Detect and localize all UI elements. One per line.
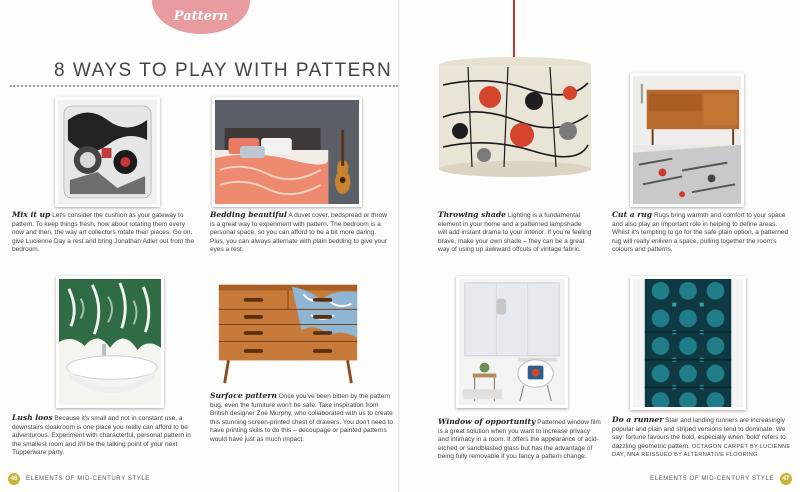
dotted-divider (10, 85, 398, 87)
rug-photo (630, 73, 744, 207)
page-number: 47 (780, 473, 792, 485)
section-badge-label: Pattern (173, 9, 229, 24)
caption-surface-pattern (210, 392, 396, 445)
book-title: ELEMENTS OF MID-CENTURY STYLE (650, 476, 774, 482)
caption-mix-it-up (12, 211, 198, 255)
caption-text: Stair and landing runners are increasingly popular and plain and striped versions tend to dominate. We say: fortune favours the bold, especially when 'bold' refers to dazzling geometric pattern. (612, 417, 786, 450)
caption-bedding-beautiful (210, 211, 392, 255)
lampshade-photo (438, 55, 592, 179)
caption-heading: Bedding beautiful (210, 210, 287, 219)
chest-of-drawers-photo (212, 278, 364, 388)
cushion-photo (55, 97, 160, 207)
photo-credit: OCTAGON CARPET BY LUCIENNE DAY, NNA REISSUED BY ALTERNATIVE FLOORING (612, 443, 791, 459)
caption-text: Once you've been bitten by the pattern bug, even the furniture won't be safe. Take inspiration from British designer Zoe Murphy, who collaborated with us to create this stunning screen-printed chest of drawers. You don't need to have printing skills to do this – decoupage or painted patterns would have just as much impact. (210, 393, 393, 443)
footer-left (8, 473, 150, 485)
caption-heading: Lush loos (12, 413, 53, 422)
caption-heading: Surface pattern (210, 391, 277, 400)
caption-heading: Cut a rug (612, 210, 653, 219)
caption-lush-loos (12, 414, 200, 458)
caption-text: A duvet cover, bedspread or throw is a great way to experiment with pattern. The bedroom is a personal space, so you can afford to be a bit more daring. Plus, you can always alternate with plain bedding to give your eyes a rest. (210, 212, 388, 254)
caption-throwing-shade (438, 211, 592, 255)
caption-text: Rugs bring warmth and comfort to your space and also play an important role in helping to define areas. Whilst it's tempting to go for the safe plain option, a patterned rug will really enliven a space, pulling together the room's colours and patterns. (612, 212, 789, 254)
right-page (400, 0, 800, 492)
caption-heading: Mix it up (12, 210, 51, 219)
caption-window-of-opportunity (438, 418, 602, 462)
caption-text: Lighting is a fundamental element in your home and a patterned lampshade will add instant drama to your interior. If you're feeling brave, make your own shade – they can be a great way of using up awkward offcuts of vintage fabric. (438, 212, 592, 254)
bedding-photo (212, 97, 362, 207)
cloakroom-photo (56, 276, 164, 408)
caption-heading: Do a runner (612, 415, 664, 424)
section-badge (152, 0, 250, 34)
caption-heading: Window of opportunity (438, 417, 536, 426)
caption-do-a-runner (612, 416, 796, 460)
footer-right (650, 473, 792, 485)
window-photo (456, 276, 568, 408)
caption-heading: Throwing shade (438, 210, 506, 219)
stair-runner-photo (630, 276, 746, 410)
page-title: 8 WAYS TO PLAY WITH PATTERN (54, 60, 393, 81)
caption-text: Patterned window film is a great solution when you want to increase privacy and intimacy in a room. It offers the appearance of acid-etched or sandblasted glass but has the advantage of being fully removable if you fancy a pattern change. (438, 419, 601, 461)
page-number: 46 (8, 473, 20, 485)
caption-text: Let's consider the cushion as your gateway to pattern. To keep things fresh, how about rotating them every now and then, the way art collectors rotate their pieces. Go on, give Lucienne Day a rest and bring Jonathan Adler out from the bedroom. (12, 212, 195, 254)
caption-text: Because it's small and not in constant use, a downstairs cloakroom is one place you really can afford to be adventurous. Experiment with characterful, personal pattern in the smallest room and it'll be the talking point of your next Tupperware party. (12, 415, 191, 457)
caption-cut-a-rug (612, 211, 796, 255)
book-title: ELEMENTS OF MID-CENTURY STYLE (26, 476, 150, 482)
lamp-cord (513, 0, 515, 58)
